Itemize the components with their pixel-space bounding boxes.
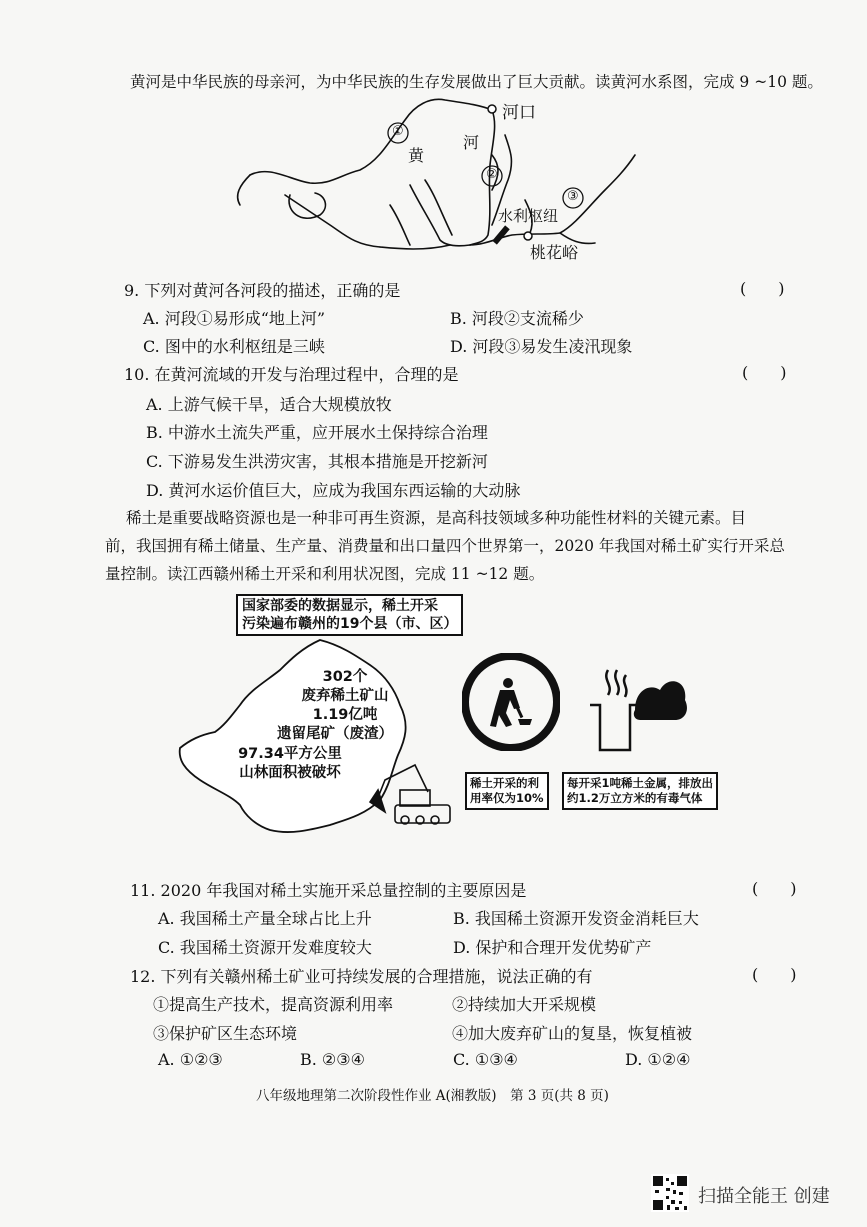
q12-option-c: C. ①③④	[453, 1050, 518, 1069]
stat-abandoned-mines-label: 废弃稀土矿山	[301, 688, 389, 704]
he-label: 河	[463, 133, 480, 152]
q11-option-c: C. 我国稀土资源开发难度较大	[158, 938, 372, 957]
qr-code-icon	[651, 1174, 689, 1212]
stat-tailings-label: 遗留尾矿（废渣）	[277, 726, 393, 742]
q11-option-b: B. 我国稀土资源开发资金消耗巨大	[453, 909, 699, 928]
q9-stem: 9. 下列对黄河各河段的描述，正确的是	[124, 281, 401, 300]
figure-title-line2: 污染遍布赣州的19个县（市、区）	[242, 616, 458, 632]
intro-yellow-river: 黄河是中华民族的母亲河，为中华民族的生存发展做出了巨大贡献。读黄河水系图，完成 9 ~10 题。	[130, 73, 823, 91]
huang-label: 黄	[408, 146, 425, 165]
q12-statement-3: ③保护矿区生态环境	[153, 1024, 298, 1043]
mining-worker-sign-icon	[462, 653, 560, 751]
hekou-label: 河口	[502, 103, 536, 123]
page-footer: 八年级地理第二次阶段性作业 A(湘教版) 第 3 页(共 8 页)	[256, 1088, 609, 1104]
q12-statement-1: ①提高生产技术，提高资源利用率	[153, 995, 394, 1014]
taohuayu-point-icon	[524, 232, 532, 240]
q12-answer-paren: ( )	[752, 965, 797, 984]
q11-answer-paren: ( )	[752, 879, 797, 898]
caption-utilization-rate	[465, 772, 549, 810]
dam-icon	[492, 225, 509, 244]
q12-option-a: A. ①②③	[158, 1050, 223, 1069]
q11-stem: 11. 2020 年我国对稀土实施开采总量控制的主要原因是	[130, 881, 527, 900]
marker-1-label: ①	[392, 124, 404, 139]
scanner-watermark: 扫描全能王 创建	[698, 1186, 830, 1207]
intro-rare-earth-line1: 稀土是重要战略资源也是一种非可再生资源，是高科技领域多种功能性材料的关键元素。目	[126, 509, 747, 527]
q10-option-b: B. 中游水土流失严重，应开展水土保持综合治理	[146, 423, 488, 442]
figure-title-line1: 国家部委的数据显示，稀土开采	[242, 598, 438, 614]
q9-answer-paren: ( )	[740, 279, 785, 298]
q9-option-b: B. 河段②支流稀少	[450, 309, 584, 328]
q12-option-b: B. ②③④	[300, 1050, 365, 1069]
stat-forest-area: 97.34平方公里	[238, 746, 342, 762]
q12-statement-4: ④加大废弃矿山的复垦，恢复植被	[452, 1024, 693, 1043]
caption-toxic-gas-line1: 每开采1吨稀土金属，排放出	[567, 776, 714, 790]
stat-tailings-amount: 1.19亿吨	[312, 707, 378, 723]
marker-3-label: ③	[567, 189, 579, 204]
caption-utilization-line2: 用率仅为10%	[470, 791, 544, 805]
caption-toxic-gas	[562, 772, 718, 810]
q9-option-c: C. 图中的水利枢纽是三峡	[143, 337, 325, 356]
q11-option-a: A. 我国稀土产量全球占比上升	[158, 909, 372, 928]
intro-rare-earth-line3: 量控制。读江西赣州稀土开采和利用状况图，完成 11 ~12 题。	[105, 565, 545, 583]
caption-toxic-gas-line2: 约1.2万立方米的有毒气体	[567, 791, 703, 805]
q12-statement-2: ②持续加大开采规模	[452, 995, 597, 1014]
yellow-river-map	[230, 95, 650, 275]
q10-option-d: D. 黄河水运价值巨大，应成为我国东西运输的大动脉	[146, 481, 521, 500]
stat-abandoned-mines-count: 302个	[322, 669, 368, 685]
q9-option-a: A. 河段①易形成“地上河”	[143, 309, 326, 328]
q10-stem: 10. 在黄河流域的开发与治理过程中，合理的是	[124, 365, 459, 384]
q10-option-c: C. 下游易发生洪涝灾害，其根本措施是开挖新河	[146, 452, 488, 471]
q12-stem: 12. 下列有关赣州稀土矿业可持续发展的合理措施，说法正确的有	[130, 967, 593, 986]
intro-rare-earth-line2: 前，我国拥有稀土储量、生产量、消费量和出口量四个世界第一，2020 年我国对稀土矿实行开采总	[105, 537, 785, 555]
q10-answer-paren: ( )	[742, 363, 787, 382]
q12-option-d: D. ①②④	[625, 1050, 691, 1069]
marker-2-label: ②	[486, 167, 498, 182]
taohuayu-label: 桃花峪	[530, 243, 579, 262]
caption-utilization-line1: 稀土开采的利	[470, 776, 539, 790]
q10-option-a: A. 上游气候干旱，适合大规模放牧	[146, 395, 392, 414]
stat-forest-label: 山林面积被破坏	[239, 765, 341, 781]
toxic-gas-icon	[580, 665, 690, 755]
dam-label: 水利枢纽	[498, 207, 559, 225]
q11-option-d: D. 保护和合理开发优势矿产	[453, 938, 652, 957]
hekou-point-icon	[488, 105, 496, 113]
q9-option-d: D. 河段③易发生凌汛现象	[450, 337, 633, 356]
